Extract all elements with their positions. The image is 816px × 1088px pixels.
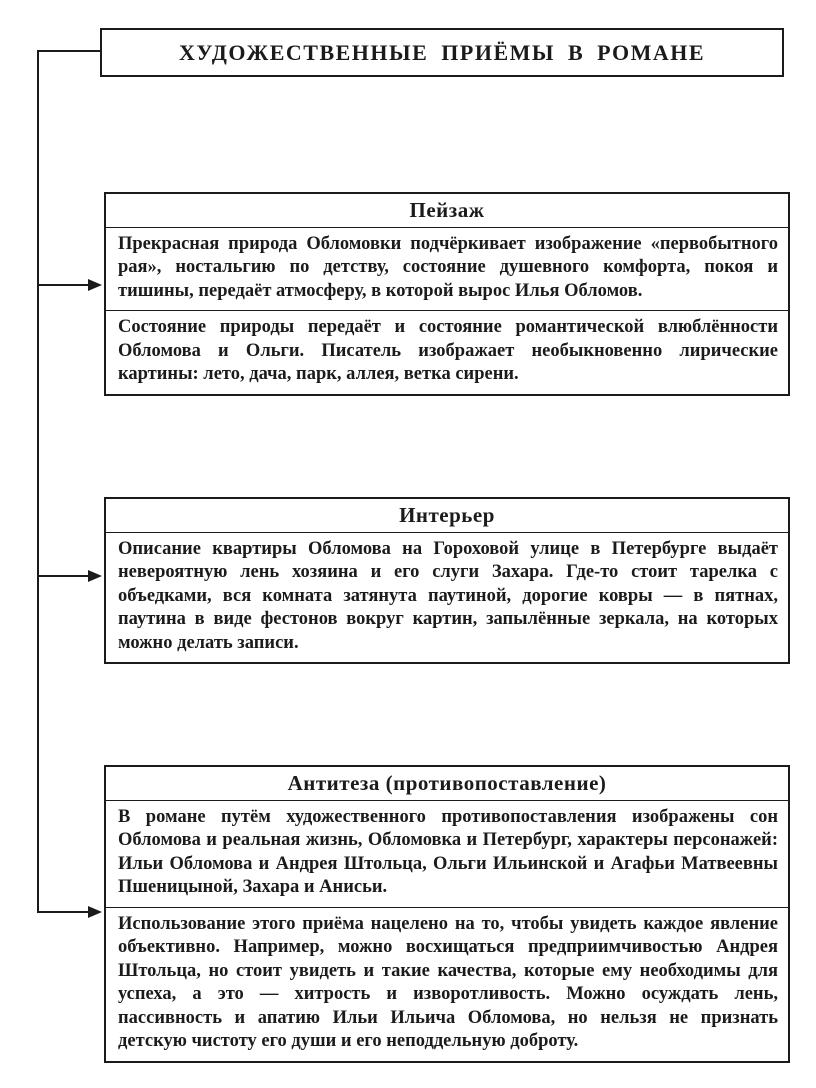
section-antiteza	[104, 765, 790, 1063]
arrow-right-icon	[88, 570, 102, 582]
arrow-right-icon	[88, 906, 102, 918]
section-peyzazh	[104, 192, 790, 396]
connector-line-interier	[37, 575, 90, 577]
section-paragraph: Состояние природы передаёт и состояние романтической влюблённости Обломова и Ольги. Писатель изображает необыкновенно лирические картины: лето, дача, парк, аллея, ветка сирени.	[106, 310, 788, 393]
diagram-title-box	[100, 28, 784, 77]
section-paragraph: Описание квартиры Обломова на Гороховой улице в Петербурге выдаёт невероятную лень хозяина и его слуги Захара. Где-то стоит тарелка с объедками, вся комната затянута паутиной, дорогие ковры — в пятнах, паутина в виде фестонов вокруг картин, запылённые зеркала, на которых можно делать записи.	[118, 539, 778, 653]
section-header: Антитеза (противопоставление)	[106, 767, 788, 801]
connector-line-peyzazh	[37, 284, 90, 286]
diagram-title: ХУДОЖЕСТВЕННЫЕ ПРИЁМЫ В РОМАНЕ	[178, 40, 706, 65]
section-header: Интерьер	[106, 499, 788, 533]
section-paragraph: Использование этого приёма нацелено на то, чтобы увидеть каждое явление объективно. Например, можно восхищаться предприимчивостью Андрея Штольца, но стоит увидеть и такие качества, которые ему необходимы для успеха, а это — хитрость и изворотливость. Можно осуждать лень, пассивность и апатию Ильи Ильича Обломова, но нельзя не признать детскую чистоту его души и его неподдельную доброту.	[106, 907, 788, 1061]
connector-vertical-line	[37, 50, 39, 913]
connector-line-antiteza	[37, 911, 90, 913]
section-paragraph: В романе путём художественного противопоставления изображены сон Обломова и реальная жизнь, Обломовка и Петербург, характеры персонажей: Ильи Обломова и Андрея Штольца, Ольги Ильинской и Агафьи Матвеевны Пшеницыной, Захара и Анисьи.	[118, 807, 778, 898]
section-header: Пейзаж	[106, 194, 788, 228]
connector-top-line	[37, 50, 102, 52]
section-interier	[104, 497, 790, 664]
arrow-right-icon	[88, 279, 102, 291]
section-paragraph: Прекрасная природа Обломовки подчёркивает изображение «первобытного рая», ностальгию по детству, состояние душевного комфорта, покоя и тишины, передаёт атмосферу, в которой вырос Илья Обломов.	[118, 234, 778, 301]
